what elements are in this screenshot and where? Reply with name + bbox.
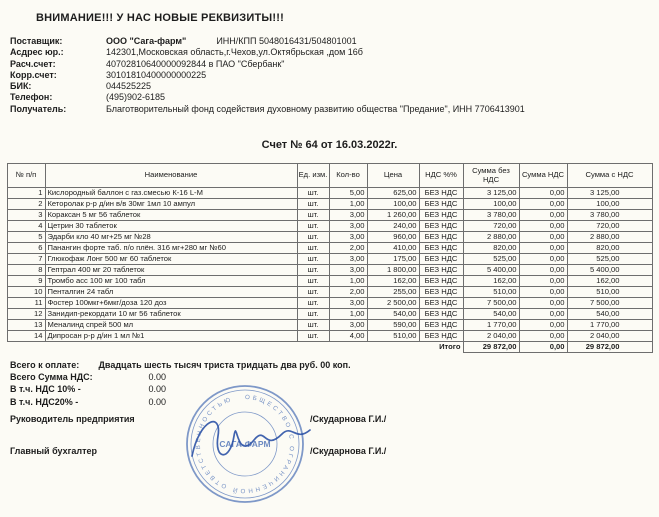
item-cell: 1 260,00	[367, 210, 419, 221]
item-cell: 0,00	[519, 221, 567, 232]
requisite-value: 044525225	[106, 81, 152, 92]
svg-text:ОБЩЕСТВО С ОГРАНИЧЕННОЙ ОТВЕТС	[195, 394, 295, 495]
item-cell: шт.	[297, 331, 329, 342]
total-sum-with-vat: 29 872,00	[567, 342, 652, 353]
item-cell: 0,00	[519, 199, 567, 210]
supplier-name: ООО "Сага-фарм"	[106, 36, 187, 46]
requisite-label: БИК:	[10, 81, 32, 92]
item-cell: 13	[7, 320, 45, 331]
item-cell: 0,00	[519, 232, 567, 243]
item-cell: шт.	[297, 199, 329, 210]
column-header: № п/п	[7, 164, 45, 188]
totals-row	[7, 342, 652, 353]
item-cell: 0,00	[519, 287, 567, 298]
item-cell: 7 500,00	[567, 298, 652, 309]
item-cell: 2	[7, 199, 45, 210]
total-sum-no-vat: 29 872,00	[463, 342, 519, 353]
item-cell: 8	[7, 265, 45, 276]
item-row	[7, 232, 652, 243]
amount-due-line	[10, 359, 659, 371]
item-cell: 510,00	[463, 287, 519, 298]
vat10-value: 0.00	[148, 384, 167, 395]
requisite-row-address	[10, 47, 659, 58]
requisite-label: Корр.счет:	[10, 69, 57, 80]
vat-total-line	[10, 371, 659, 383]
vat20-label: В т.ч. НДС20% -	[10, 396, 79, 407]
header-row	[7, 164, 652, 188]
vat20-value: 0.00	[148, 396, 167, 407]
requisite-row-recipient	[10, 104, 659, 115]
item-cell: БЕЗ НДС	[419, 199, 463, 210]
item-cell: 625,00	[367, 188, 419, 199]
item-cell: 2 500,00	[367, 298, 419, 309]
amount-in-words: Двадцать шесть тысяч триста тридцать два руб. 00 коп.	[98, 360, 351, 371]
item-cell: БЕЗ НДС	[419, 243, 463, 254]
column-header: Кол-во	[329, 164, 367, 188]
accountant-label: Главный бухгалтер	[10, 446, 98, 456]
item-cell: 240,00	[367, 221, 419, 232]
column-header: Сумма с НДС	[567, 164, 652, 188]
item-row	[7, 210, 652, 221]
item-cell: 7 500,00	[463, 298, 519, 309]
item-cell: Меналинд спрей 500 мл	[45, 320, 297, 331]
item-cell: 3 125,00	[567, 188, 652, 199]
item-cell: 162,00	[567, 276, 652, 287]
item-cell: 720,00	[567, 221, 652, 232]
item-cell: шт.	[297, 221, 329, 232]
column-header: Ед. изм.	[297, 164, 329, 188]
column-header: Сумма НДС	[519, 164, 567, 188]
item-cell: 3,00	[329, 320, 367, 331]
item-row	[7, 265, 652, 276]
stamp-ring-text: ОБЩЕСТВО С ОГРАНИЧЕННОЙ ОТВЕТСТВЕННОСТЬЮ	[194, 393, 296, 495]
requisite-value: 30101810400000000225	[106, 69, 207, 80]
item-cell: 960,00	[367, 232, 419, 243]
item-cell: Дипросан р-р д/ин 1 мл №1	[45, 331, 297, 342]
item-cell: 10	[7, 287, 45, 298]
item-cell: 2,00	[329, 243, 367, 254]
item-row	[7, 199, 652, 210]
item-cell: 100,00	[367, 199, 419, 210]
requisite-label: Асдрес юр.:	[10, 47, 64, 58]
item-cell: Эдарби кло 40 мг+25 мг №28	[45, 232, 297, 243]
item-cell: 5 400,00	[567, 265, 652, 276]
item-cell: 12	[7, 309, 45, 320]
item-row	[7, 309, 652, 320]
item-cell: 510,00	[567, 287, 652, 298]
item-cell: 100,00	[567, 199, 652, 210]
totals-text-block	[10, 359, 659, 408]
item-cell: 0,00	[519, 188, 567, 199]
item-cell: БЕЗ НДС	[419, 287, 463, 298]
item-cell: 0,00	[519, 309, 567, 320]
items-table	[7, 163, 653, 353]
director-signature: /Скударнова Г.И./	[310, 414, 387, 424]
item-cell: 1,00	[329, 309, 367, 320]
invoice-title: Счет № 64 от 16.03.2022г.	[261, 139, 398, 152]
requisite-label: Телефон:	[10, 92, 53, 103]
item-cell: 2 040,00	[567, 331, 652, 342]
requisite-row-bik	[10, 81, 659, 92]
stamp-center-text: САГА-ФАРМ	[219, 439, 271, 449]
item-cell: 3,00	[329, 298, 367, 309]
item-cell: Тромбо асс 100 мг 100 табл	[45, 276, 297, 287]
item-cell: 1,00	[329, 276, 367, 287]
requisites-block	[10, 36, 659, 115]
item-cell: БЕЗ НДС	[419, 210, 463, 221]
item-cell: шт.	[297, 232, 329, 243]
item-cell: 0,00	[519, 276, 567, 287]
item-cell: 525,00	[463, 254, 519, 265]
item-cell: 0,00	[519, 298, 567, 309]
item-cell: Кораксан 5 мг 56 таблеток	[45, 210, 297, 221]
item-cell: 4	[7, 221, 45, 232]
item-cell: Цетрин 30 таблеток	[45, 221, 297, 232]
item-cell: 3	[7, 210, 45, 221]
item-cell: БЕЗ НДС	[419, 221, 463, 232]
item-cell: Глюкофаж Лонг 500 мг 60 таблеток	[45, 254, 297, 265]
item-cell: Кеторолак р-р д/ин в/в 30мг 1мл 10 ампул	[45, 199, 297, 210]
item-cell: 3,00	[329, 254, 367, 265]
requisite-row-corr-account	[10, 70, 659, 81]
item-row	[7, 298, 652, 309]
item-cell: 162,00	[463, 276, 519, 287]
item-cell: 2 040,00	[463, 331, 519, 342]
total-vat-sum: 0,00	[519, 342, 567, 353]
item-row	[7, 243, 652, 254]
item-cell: 6	[7, 243, 45, 254]
item-cell: шт.	[297, 265, 329, 276]
amount-due-label: Всего к оплате:	[10, 360, 80, 371]
item-cell: 1 800,00	[367, 265, 419, 276]
requisite-value: Благотворительный фонд содействия духовному развитию общества "Предание", ИНН 7706413901	[106, 103, 525, 114]
item-cell: 0,00	[519, 331, 567, 342]
item-cell: 0,00	[519, 210, 567, 221]
item-cell: шт.	[297, 210, 329, 221]
item-cell: 525,00	[567, 254, 652, 265]
items-body	[7, 188, 652, 342]
requisite-label: Расч.счет:	[10, 58, 56, 69]
item-cell: Гептрал 400 мг 20 таблеток	[45, 265, 297, 276]
item-cell: шт.	[297, 254, 329, 265]
item-cell: БЕЗ НДС	[419, 276, 463, 287]
item-cell: 0,00	[519, 243, 567, 254]
item-cell: шт.	[297, 188, 329, 199]
item-row	[7, 331, 652, 342]
item-cell: 5 400,00	[463, 265, 519, 276]
column-header: Наименование	[45, 164, 297, 188]
item-cell: 1 770,00	[567, 320, 652, 331]
requisite-row-account	[10, 59, 659, 70]
column-header: НДС %%	[419, 164, 463, 188]
totals-spacer	[7, 342, 419, 353]
accountant-signature-row	[10, 446, 650, 456]
item-cell: 11	[7, 298, 45, 309]
item-cell: 3,00	[329, 265, 367, 276]
item-cell: 3,00	[329, 221, 367, 232]
item-cell: 3 125,00	[463, 188, 519, 199]
vat10-line	[10, 383, 659, 395]
item-cell: шт.	[297, 298, 329, 309]
item-cell: 0,00	[519, 265, 567, 276]
item-cell: Кислородный баллон с газ.смесью К-16 L-M	[45, 188, 297, 199]
item-cell: 820,00	[463, 243, 519, 254]
item-cell: БЕЗ НДС	[419, 188, 463, 199]
item-cell: 720,00	[463, 221, 519, 232]
item-cell: 3,00	[329, 232, 367, 243]
item-cell: шт.	[297, 276, 329, 287]
item-cell: 162,00	[367, 276, 419, 287]
requisite-value: (495)902-6185	[106, 92, 166, 103]
director-label: Руководитель предприятия	[10, 414, 135, 424]
attention-banner: ВНИМАНИЕ!!! У НАС НОВЫЕ РЕКВИЗИТЫ!!!	[36, 12, 284, 24]
item-cell: 2 880,00	[567, 232, 652, 243]
item-cell: 7	[7, 254, 45, 265]
item-cell: 255,00	[367, 287, 419, 298]
item-row	[7, 221, 652, 232]
totals-label: Итого	[439, 341, 461, 351]
column-header: Сумма без НДС	[463, 164, 519, 188]
item-cell: 14	[7, 331, 45, 342]
item-cell: 5,00	[329, 188, 367, 199]
item-cell: 1	[7, 188, 45, 199]
item-cell: Панангин форте таб. п/о плён. 316 мг+280 мг №60	[45, 243, 297, 254]
item-cell: 820,00	[567, 243, 652, 254]
item-row	[7, 188, 652, 199]
director-signature-row	[10, 414, 650, 424]
item-cell: 0,00	[519, 254, 567, 265]
item-cell: Пенталгин 24 табл	[45, 287, 297, 298]
item-cell: 410,00	[367, 243, 419, 254]
item-cell: 540,00	[567, 309, 652, 320]
item-cell: Фостер 100мкг+6мкг/доза 120 доз	[45, 298, 297, 309]
requisite-row-phone	[10, 92, 659, 103]
requisite-value: 142301,Московская область,г.Чехов,ул.Октябрьская ,дом 16б	[106, 47, 363, 58]
item-cell: 510,00	[367, 331, 419, 342]
item-cell: 2 880,00	[463, 232, 519, 243]
item-cell: шт.	[297, 320, 329, 331]
requisite-label: Получатель:	[10, 103, 67, 114]
item-cell: БЕЗ НДС	[419, 265, 463, 276]
item-cell: 0,00	[519, 320, 567, 331]
item-cell: 5	[7, 232, 45, 243]
vat20-line	[10, 396, 659, 408]
item-cell: 9	[7, 276, 45, 287]
requisite-value: 40702810640000092844 в ПАО "Сбербанк"	[106, 58, 285, 69]
accountant-signature: /Скударнова Г.И./	[310, 446, 387, 456]
item-cell: БЕЗ НДС	[419, 320, 463, 331]
vat10-label: В т.ч. НДС 10% -	[10, 384, 81, 395]
requisite-row-supplier	[10, 36, 659, 47]
item-row	[7, 254, 652, 265]
item-cell: 590,00	[367, 320, 419, 331]
item-row	[7, 320, 652, 331]
vat-total-value: 0.00	[148, 372, 167, 383]
column-header: Цена	[367, 164, 419, 188]
requisite-label: Поставщик:	[10, 36, 63, 46]
item-cell: БЕЗ НДС	[419, 331, 463, 342]
item-cell: 1 770,00	[463, 320, 519, 331]
vat-total-label: Всего Сумма НДС:	[10, 372, 93, 383]
supplier-inn-kpp: ИНН/КПП 5048016431/504801001	[216, 36, 357, 46]
item-cell: 3 780,00	[463, 210, 519, 221]
item-cell: 1,00	[329, 199, 367, 210]
item-cell: 3 780,00	[567, 210, 652, 221]
item-cell: шт.	[297, 243, 329, 254]
item-cell: БЕЗ НДС	[419, 309, 463, 320]
item-cell: 540,00	[463, 309, 519, 320]
item-cell: 540,00	[367, 309, 419, 320]
item-row	[7, 287, 652, 298]
item-cell: 4,00	[329, 331, 367, 342]
item-cell: Занидип-рекордати 10 мг 56 таблеток	[45, 309, 297, 320]
item-row	[7, 276, 652, 287]
item-cell: БЕЗ НДС	[419, 232, 463, 243]
item-cell: 175,00	[367, 254, 419, 265]
item-cell: шт.	[297, 287, 329, 298]
item-cell: БЕЗ НДС	[419, 298, 463, 309]
item-cell: шт.	[297, 309, 329, 320]
item-cell: 100,00	[463, 199, 519, 210]
item-cell: 3,00	[329, 210, 367, 221]
item-cell: БЕЗ НДС	[419, 254, 463, 265]
item-cell: 2,00	[329, 287, 367, 298]
